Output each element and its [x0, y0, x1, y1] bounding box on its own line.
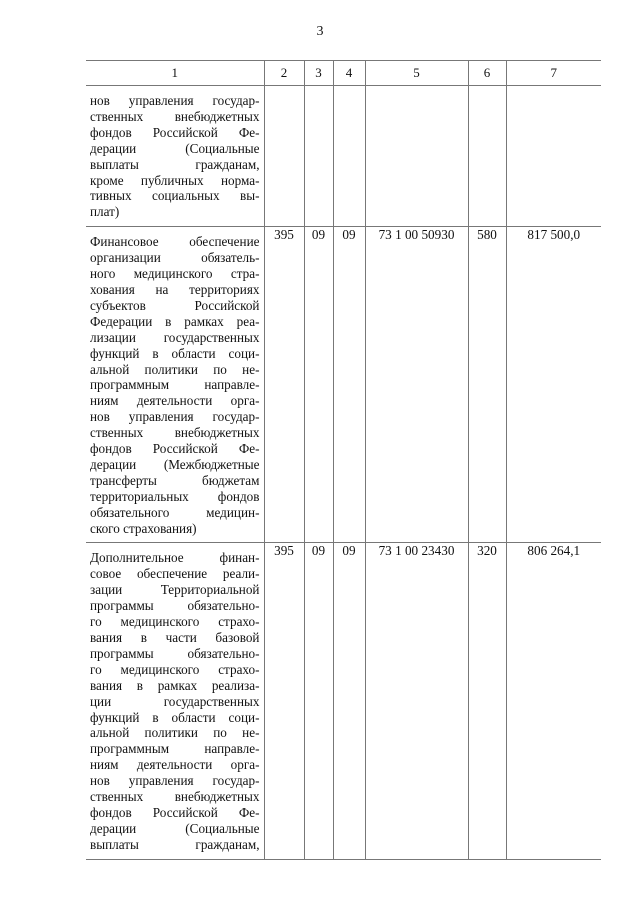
table-cell: 320: [468, 543, 506, 859]
description-line: функций в области соци-: [90, 345, 260, 361]
description-line: альной политики по не-: [90, 725, 260, 741]
table-cell: 09: [304, 227, 333, 543]
description-line: программным направле-: [90, 377, 260, 393]
description-line: программным направле-: [90, 741, 260, 757]
table-cell: 73 1 00 23430: [365, 543, 468, 859]
description-line: ственных внебюджетных: [90, 425, 260, 441]
description-line: организации обязатель-: [90, 250, 260, 266]
description-line: ции государственных: [90, 693, 260, 709]
table-cell: [365, 86, 468, 227]
description-line: Федерации в рамках реа-: [90, 313, 260, 329]
description-line: ского страхования): [90, 520, 197, 536]
description-line: нов управления государ-: [90, 773, 260, 789]
description-line: го медицинского страхо-: [90, 661, 260, 677]
description-line: выплаты гражданам,: [90, 156, 260, 172]
description-line: плат): [90, 204, 120, 220]
table-cell: 73 1 00 50930: [365, 227, 468, 543]
column-header: 2: [264, 61, 304, 86]
description-line: дерации (Межбюджетные: [90, 456, 260, 472]
description-line: дерации (Социальные: [90, 820, 260, 836]
row-description: [86, 543, 264, 859]
table-cell: 395: [264, 227, 304, 543]
description-line: фондов Российской Фе-: [90, 441, 260, 457]
description-line: хования на территориях: [90, 281, 260, 297]
description-line: ственных внебюджетных: [90, 789, 260, 805]
table-cell: [304, 86, 333, 227]
column-header: 3: [304, 61, 333, 86]
description-line: тивных социальных вы-: [90, 188, 260, 204]
description-line: вания в части базовой: [90, 630, 260, 645]
description-line: трансферты бюджетам: [90, 472, 260, 488]
description-line: ниям деятельности орга-: [90, 393, 260, 409]
table-cell: 817 500,0: [506, 227, 601, 543]
page-number: 3: [316, 24, 324, 39]
column-header: 1: [86, 61, 264, 86]
table-cell: [468, 86, 506, 227]
description-line: функций в области соци-: [90, 709, 260, 725]
description-line: программы обязательно-: [90, 598, 260, 614]
table-cell: [333, 86, 365, 227]
description-line: зации Территориальной: [90, 582, 260, 598]
table-header-row: [86, 61, 601, 86]
table-cell: 09: [333, 543, 365, 859]
description-line: альной политики по не-: [90, 361, 260, 377]
description-line: выплаты гражданам,: [90, 836, 260, 852]
column-header: 6: [468, 61, 506, 86]
column-header: 7: [506, 61, 601, 86]
description-line: субъектов Российской: [90, 297, 260, 313]
description-line: ного медицинского стра-: [90, 266, 260, 282]
description-line: дерации (Социальные: [90, 140, 260, 156]
column-header: 5: [365, 61, 468, 86]
budget-table: [86, 60, 601, 860]
description-line: фондов Российской Фе-: [90, 124, 260, 140]
description-line: вания в рамках реализа-: [90, 677, 260, 693]
description-line: программы обязательно-: [90, 645, 260, 661]
table-row: [86, 543, 601, 859]
description-line: обязательного медицин-: [90, 504, 260, 520]
description-line: ственных внебюджетных: [90, 108, 260, 124]
table-cell: [506, 86, 601, 227]
description-line: го медицинского страхо-: [90, 614, 260, 630]
table-cell: 580: [468, 227, 506, 543]
row-description: [86, 227, 264, 543]
table-row: [86, 86, 601, 227]
description-line: совое обеспечение реали-: [90, 566, 260, 582]
description-line: Дополнительное финан-: [90, 550, 260, 566]
table-cell: [264, 86, 304, 227]
description-line: кроме публичных норма-: [90, 172, 260, 188]
table-cell: 09: [333, 227, 365, 543]
table-cell: 395: [264, 543, 304, 859]
table-cell: 806 264,1: [506, 543, 601, 859]
description-line: фондов Российской Фе-: [90, 804, 260, 820]
column-header: 4: [333, 61, 365, 86]
description-line: лизации государственных: [90, 329, 260, 345]
description-line: Финансовое обеспечение: [90, 234, 260, 250]
table-cell: 09: [304, 543, 333, 859]
description-line: нов управления государ-: [90, 93, 260, 108]
description-line: нов управления государ-: [90, 409, 260, 425]
table-row: [86, 227, 601, 543]
description-line: ниям деятельности орга-: [90, 757, 260, 773]
row-description: [86, 86, 264, 227]
description-line: территориальных фондов: [90, 488, 260, 504]
